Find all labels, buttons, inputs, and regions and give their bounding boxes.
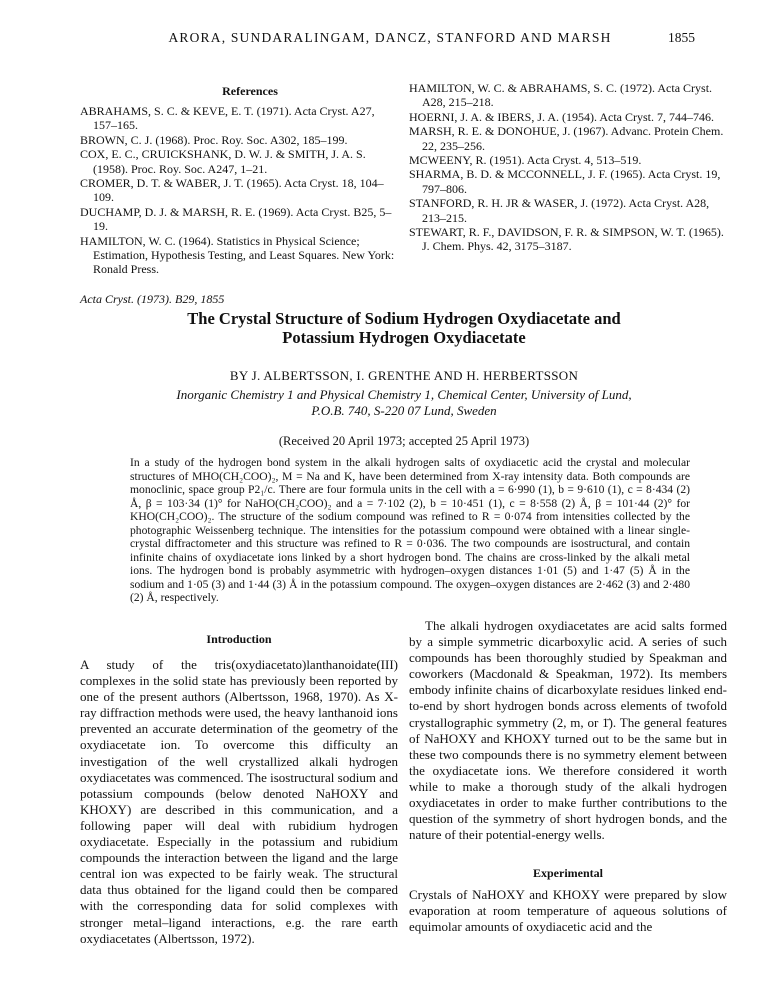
reference-item: DUCHAMP, D. J. & MARSH, R. E. (1969). Acta Cryst. B25, 5–19. bbox=[80, 204, 392, 234]
running-header bbox=[0, 30, 784, 50]
affiliation-line: Inorganic Chemistry 1 and Physical Chemistry 1, Chemical Center, University of Lund, bbox=[176, 387, 632, 402]
reference-item: COX, E. C., CRUICKSHANK, D. W. J. & SMITH, J. A. S. (1958). Proc. Roy. Soc. A247, 1–21. bbox=[80, 147, 366, 176]
reference-item: CROMER, D. T. & WABER, J. T. (1965). Acta Cryst. 18, 104–109. bbox=[80, 176, 384, 205]
introduction-heading: Introduction bbox=[206, 632, 272, 646]
received-dates: (Received 20 April 1973; accepted 25 April 1973) bbox=[278, 434, 530, 448]
references-left-column bbox=[80, 104, 398, 277]
article-title-line: The Crystal Structure of Sodium Hydrogen Oxydiacetate and bbox=[187, 309, 621, 328]
page-number: 1855 bbox=[668, 30, 695, 45]
introduction-text: A study of the tris(oxydiacetato)lanthanoidate(III) complexes in the solid state has previously been reported by one of the present authors (Albertsson, 1968, 1970). As X-ray diffraction methods were used, the heavy lanthanoid ions prevented an accurate determination of the geometry of the oxydiacetate ion. To overcome this difficulty an investigation of the well crystallized alkali hydrogen oxydiacetates was commenced. The isostructural sodium and potassium compounds (below denoted NaHOXY and KHOXY) are described in this communication, and a following paper will deal with rubidium hydrogen oxydiacetate. Especially in the potassium and rubidium compounds the interaction between the ligand and the large central ion was expected to be fairly weak. The structural data thus obtained for the ligand could then be compared with the corresponding data for solid complexes with stronger metal–ligand interactions, e.g. the rare earth oxydiacetates (Albertsson, 1972). bbox=[80, 657, 398, 946]
experimental-heading: Experimental bbox=[533, 866, 603, 880]
abstract: In a study of the hydrogen bond system in the alkali hydrogen salts of oxydiacetic acid the crystal and molecular structures of MHO(CH₂COO)₂, M = Na and K, have been determined from X-ray intensity data. Both compounds are monoclinic, space group P2₁/c. There are four formula units in the cell with a = 6·990 (1), b = 9·610 (1), c = 8·434 (2) Å, β = 103·34 (1)° for NaHO(CH₂COO)₂ and a = 7·102 (2), b = 10·451 (1), c = 8·558 (2) Å, β = 101·44 (2)° for KHO(CH₂COO)₂. The structure of the sodium compound was refined to R = 0·074 from intensities collected by the photographic Weissenberg technique. The intensities for the potassium compound were obtained with a linear single-crystal diffractometer and this structure was refined to R = 0·036. The two compounds are isostructural, and contain infinite chains of oxydiacetate ions linked by a short hydrogen bond. The chains are cross-linked by the alkali metal ions. The hydrogen bond is probably asymmetric with hydrogen–oxygen distances 1·01 (5) and 1·47 (5) Å in the sodium and 1·05 (3) and 1·44 (3) Å in the potassium compound. The oxygen–oxygen distances are 2·462 (3) and 2·480 (2) Å, respectively. bbox=[130, 456, 690, 604]
affiliation-line: P.O.B. 740, S-220 07 Lund, Sweden bbox=[311, 403, 497, 418]
reference-item: STEWART, R. F., DAVIDSON, F. R. & SIMPSON, W. T. (1965). J. Chem. Phys. 42, 3175–3187. bbox=[409, 225, 724, 254]
references-right-column bbox=[409, 81, 727, 254]
reference-item: BROWN, C. J. (1968). Proc. Roy. Soc. A302, 185–199. bbox=[80, 132, 348, 147]
reference-item: HAMILTON, W. C. & ABRAHAMS, S. C. (1972). Acta Cryst. A28, 215–218. bbox=[409, 81, 713, 110]
body-paragraph: The alkali hydrogen oxydiacetates are acid salts formed by a simple symmetric dicarboxylic acid. A series of such compounds has been thoroughly studied by Speakman and coworkers (Macdonald & Speakman, 1972). Its members embody infinite chains of dicarboxylate residues linked end-to-end by short hydrogen bonds across elements of twofold crystallographic symmetry (2, m, or 1̄). The general features of NaHOXY and KHOXY turned out to be the same but in these two compounds there is no symmetry element between the oxydiacetate ions. We therefore considered it worth while to make a thorough study of the alkali hydrogen oxydiacetates in order to make further contributions to the question of the symmetry of short hydrogen bonds, and the nature of their potential-energy wells. bbox=[409, 618, 727, 843]
reference-item: MARSH, R. E. & DONOHUE, J. (1967). Advanc. Protein Chem. 22, 235–256. bbox=[409, 124, 724, 153]
author-line: BY J. ALBERTSSON, I. GRENTHE AND H. HERBERTSSON bbox=[229, 368, 579, 383]
reference-item: SHARMA, B. D. & MCCONNELL, J. F. (1965). Acta Cryst. 19, 797–806. bbox=[409, 167, 721, 196]
reference-item: STANFORD, R. H. JR & WASER, J. (1972). Acta Cryst. A28, 213–215. bbox=[409, 196, 710, 225]
article-title-line: Potassium Hydrogen Oxydiacetate bbox=[282, 328, 526, 347]
reference-item: ABRAHAMS, S. C. & KEVE, E. T. (1971). Acta Cryst. A27, 157–165. bbox=[80, 104, 375, 133]
affiliation bbox=[80, 387, 728, 419]
article-title bbox=[80, 309, 728, 347]
reference-item: HOERNI, J. A. & IBERS, J. A. (1954). Acta Cryst. 7, 744–746. bbox=[409, 109, 715, 124]
running-title: ARORA, SUNDARALINGAM, DANCZ, STANFORD AND MARSH bbox=[168, 30, 612, 45]
references-heading: References bbox=[222, 84, 278, 98]
article-citation: Acta Cryst. (1973). B29, 1855 bbox=[80, 292, 225, 306]
reference-item: HAMILTON, W. C. (1964). Statistics in Physical Science; Estimation, Hypothesis Testing, and Least Squares. New York: Ronald Press. bbox=[80, 233, 395, 277]
reference-item: MCWEENY, R. (1951). Acta Cryst. 4, 513–519. bbox=[409, 153, 642, 168]
experimental-text: Crystals of NaHOXY and KHOXY were prepared by slow evaporation at room temperature of aqueous solutions of equimolar amounts of oxydiacetic acid and the bbox=[409, 887, 727, 935]
